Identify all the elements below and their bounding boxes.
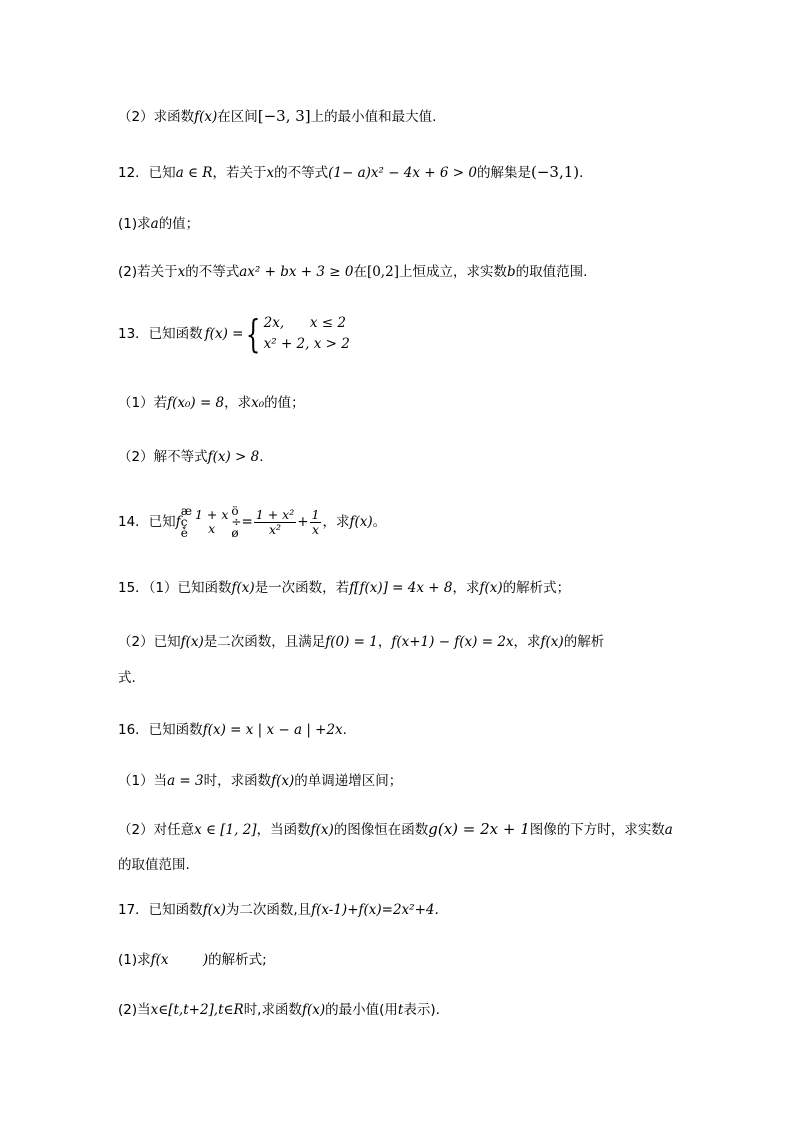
- math: (1− a)x² − 4x + 6 > 0: [328, 165, 477, 181]
- text: 在区间: [217, 109, 258, 125]
- text: 的图像恒在函数: [333, 822, 429, 838]
- math: x: [266, 165, 275, 181]
- math: f(x+1) − f(x) = 2x: [391, 634, 514, 650]
- math: f(0) = 1: [325, 634, 378, 650]
- q15-part1: [118, 578, 570, 598]
- math: f(x) > 8: [207, 449, 260, 465]
- text: 上的最小值和最大值.: [310, 109, 437, 125]
- math: t: [397, 1002, 404, 1018]
- math: a: [150, 216, 159, 232]
- text: 为二次函数,且: [225, 902, 312, 918]
- math: f(x): [479, 580, 503, 596]
- text: ，求: [513, 634, 541, 650]
- text: 是一次函数，若: [254, 580, 350, 596]
- text: 的解析式;: [208, 952, 267, 968]
- math: f: [175, 514, 181, 530]
- q13-part1: [118, 393, 305, 413]
- fraction-inner: 1 + x x: [194, 507, 229, 536]
- text: ，若关于: [212, 165, 267, 181]
- math: (−3,1): [530, 163, 580, 181]
- q16-part2: [118, 819, 673, 840]
- math: f(x-1)+f(x)=2x²+4.: [311, 902, 439, 918]
- text: 式.: [118, 670, 136, 686]
- text: (2)若关于: [118, 264, 178, 280]
- question-number: 14．已知: [118, 514, 176, 530]
- math: f(x): [271, 773, 295, 789]
- question-number: 13．已知函数: [118, 326, 203, 342]
- text: 的解析式；: [502, 580, 571, 596]
- math: x∈[t,t+2],t∈R: [150, 1002, 244, 1018]
- math: a = 3: [167, 773, 204, 789]
- text: 的取值范围.: [515, 264, 588, 280]
- text: （2）求函数: [118, 109, 195, 125]
- text: (1)求: [118, 216, 151, 232]
- text: 的值；: [264, 395, 305, 411]
- text: 时，求函数: [203, 773, 272, 789]
- math: a: [664, 822, 673, 838]
- q17-part2: [118, 1000, 440, 1020]
- math: f(x): [310, 822, 334, 838]
- q13-part2: [118, 447, 264, 467]
- math: a ∈ R: [175, 165, 213, 181]
- math: f(x): [180, 634, 204, 650]
- text: 的不等式: [274, 165, 329, 181]
- q16-part1: [118, 771, 402, 791]
- text: （2）解不等式: [118, 449, 208, 465]
- text: ，求: [224, 395, 252, 411]
- text: (1)求: [118, 952, 151, 968]
- text: ，当函数: [256, 822, 311, 838]
- q17-stem: [118, 900, 439, 920]
- math: f(x ): [150, 952, 209, 968]
- text: 上恒成立，求实数: [398, 264, 507, 280]
- q11-part2: [118, 106, 436, 127]
- case-2: x² + 2, x > 2: [263, 336, 350, 352]
- math: x: [177, 264, 186, 280]
- q13-stem: [118, 312, 350, 356]
- text: 是二次函数，且满足: [203, 634, 326, 650]
- math: f(x₀) = 8: [167, 395, 225, 411]
- math: f(x): [231, 580, 255, 596]
- math: [0,2]: [366, 264, 399, 280]
- math: f(x) =: [204, 326, 244, 342]
- q14-stem: [118, 502, 386, 542]
- math: f(x) = x | x − a | +2x: [202, 722, 343, 738]
- text: 图像的下方时，求实数: [529, 822, 665, 838]
- text: （2）已知: [118, 634, 181, 650]
- math: b: [506, 264, 516, 280]
- text: 的解析: [563, 634, 605, 650]
- fraction-2: $\frac{1}{x}$: [311, 506, 320, 537]
- math: f(x): [301, 1002, 326, 1018]
- question-number: 16．已知函数: [118, 722, 203, 738]
- math: ax² + bx + 3 ≥ 0: [239, 264, 354, 280]
- case-1: 2x, x ≤ 2: [263, 315, 346, 331]
- brace-icon: {: [246, 312, 261, 356]
- math: g(x) = 2x + 1: [428, 820, 530, 838]
- math: x ∈ [1, 2]: [194, 822, 257, 838]
- text: (2)当: [118, 1002, 151, 1018]
- text: 的解集是: [476, 165, 531, 181]
- text: 表示).: [403, 1002, 440, 1018]
- math: x₀: [251, 395, 265, 411]
- text: （2）对任意: [118, 822, 195, 838]
- math: [−3, 3]: [257, 107, 311, 125]
- text: ，求: [452, 580, 480, 596]
- math: f(x): [202, 902, 226, 918]
- math: +: [297, 514, 309, 530]
- fraction-1: $\frac{\text{1 + x²}}{\text{x²}}$: [255, 506, 295, 537]
- math: f(x): [349, 514, 373, 530]
- text: ，求: [322, 514, 350, 530]
- text: （1）当: [118, 773, 168, 789]
- q15-part2: [118, 632, 604, 652]
- q12-stem: [118, 162, 593, 183]
- question-number: 15．（1）已知函数: [118, 580, 232, 596]
- broken-bracket-right: ö ÷ ø: [231, 503, 242, 540]
- math: f[f(x)] = 4x + 8: [349, 580, 453, 596]
- text: （1）若: [118, 395, 168, 411]
- text: .: [259, 449, 264, 465]
- math: f(x): [540, 634, 564, 650]
- q16-stem: [118, 720, 347, 740]
- math: f(x): [194, 109, 218, 125]
- text: .: [342, 722, 347, 738]
- text: ．: [579, 165, 593, 181]
- math: =: [241, 514, 253, 530]
- question-number: 12．已知: [118, 165, 176, 181]
- q15-part2-cont: [118, 668, 136, 688]
- text: 的最小值(用: [325, 1002, 398, 1018]
- broken-bracket-left: æ ç è: [180, 503, 192, 540]
- text: 的不等式: [185, 264, 240, 280]
- text: 。: [372, 514, 387, 530]
- piecewise-cases: [264, 313, 350, 355]
- q16-part2-cont: [118, 855, 190, 875]
- text: 在: [353, 264, 367, 280]
- q17-part1: [118, 950, 267, 970]
- text: 的取值范围.: [118, 857, 190, 873]
- text: ，: [377, 634, 392, 650]
- q12-part2: [118, 262, 587, 282]
- q12-part1: [118, 214, 199, 234]
- question-number: 17．已知函数: [118, 902, 203, 918]
- text: 时,求函数: [243, 1002, 302, 1018]
- text: 的值；: [158, 216, 200, 232]
- text: 的单调递增区间；: [294, 773, 403, 789]
